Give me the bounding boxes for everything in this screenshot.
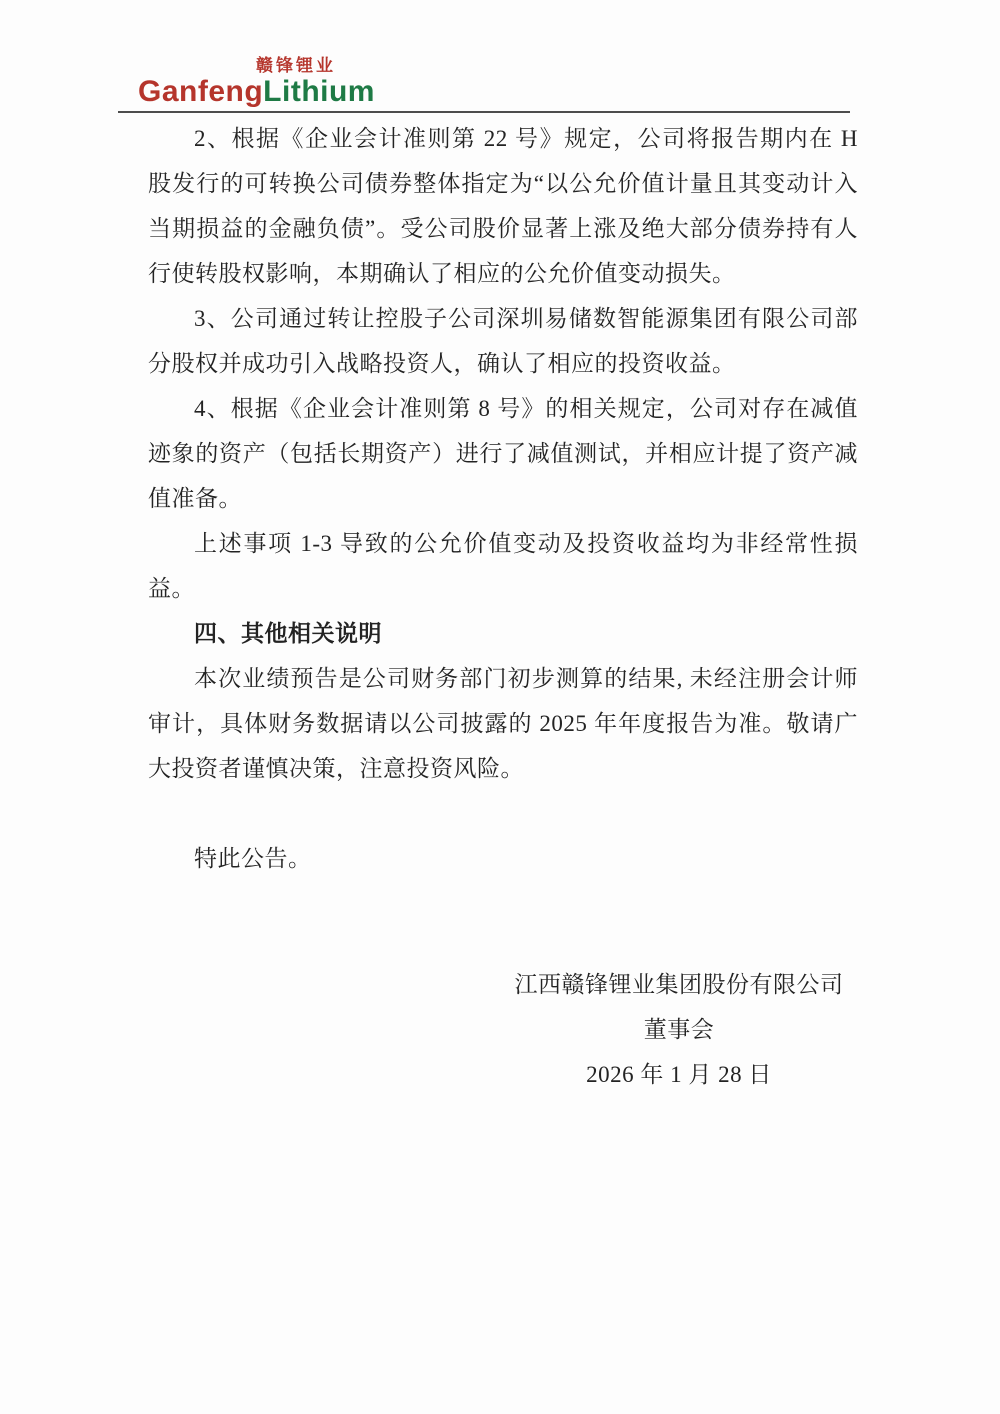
letterhead-divider [118,111,850,113]
closing-statement: 特此公告。 [194,846,312,871]
document-body [148,116,858,881]
paragraph-item-2: 2、根据《企业会计准则第 22 号》规定，公司将报告期内在 H 股发行的可转换公司债券整体指定为“以公允价值计量且其变动计入当期损益的金融负债”。受公司股价显著上涨及绝大部分债券持有人行使转股权影响，本期确认了相应的公允价值变动损失。 [148,126,858,286]
paragraph-item-4: 4、根据《企业会计准则第 8 号》的相关规定，公司对存在减值迹象的资产（包括长期资产）进行了减值测试，并相应计提了资产减值准备。 [148,396,858,511]
section-heading-other-notes: 四、其他相关说明 [194,621,382,646]
paragraph-item-3: 3、公司通过转让控股子公司深圳易储数智能源集团有限公司部分股权并成功引入战略投资人，确认了相应的投资收益。 [148,306,858,376]
logo-ganfeng-text: Ganfeng [138,75,264,108]
signature-company: 江西赣锋锂业集团股份有限公司 [514,972,844,997]
logo-lithium-text: Lithium [263,75,375,108]
logo-chinese-text: 赣锋锂业 [256,56,336,75]
signature-date: 2026 年 1 月 28 日 [586,1062,772,1087]
logo-english-text [138,76,375,108]
signature-block [505,962,853,1097]
paragraph-nonrecurring-note: 上述事项 1-3 导致的公允价值变动及投资收益均为非经常性损益。 [148,531,858,601]
paragraph-disclaimer: 本次业绩预告是公司财务部门初步测算的结果, 未经注册会计师审计，具体财务数据请以公司披露的 2025 年年度报告为准。敬请广大投资者谨慎决策，注意投资风险。 [148,666,858,781]
signature-board: 董事会 [643,1017,715,1042]
company-logo [138,56,375,108]
